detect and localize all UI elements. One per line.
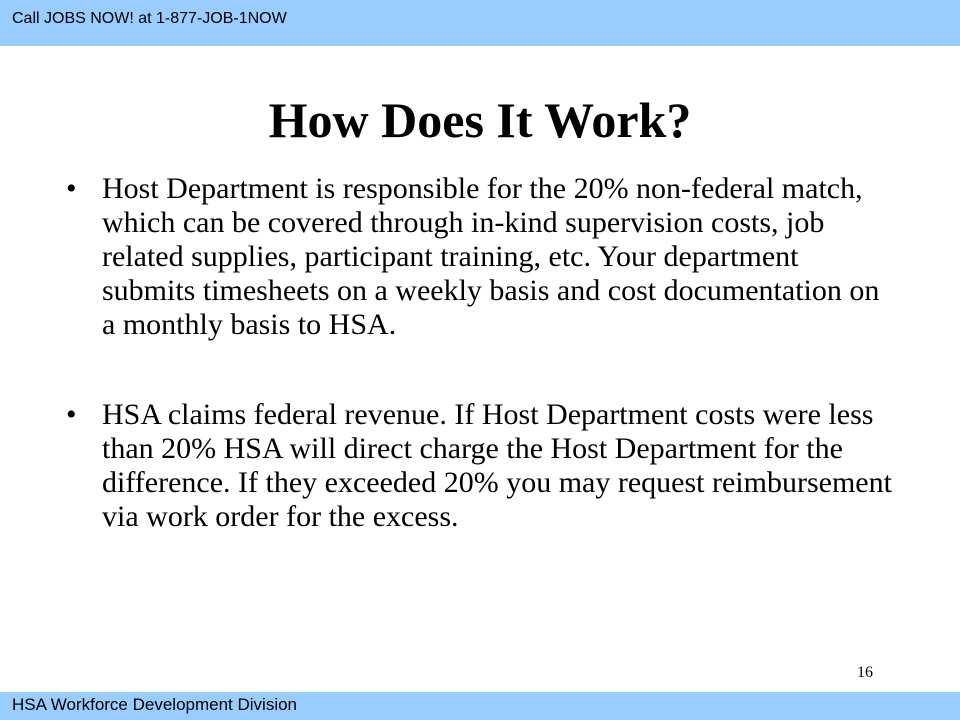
- bullet-icon: •: [66, 398, 77, 431]
- bullet-icon: •: [66, 172, 77, 205]
- bullet-list: [66, 172, 896, 534]
- header-text: Call JOBS NOW! at 1-877-JOB-1NOW: [12, 10, 287, 27]
- bullet-item: [66, 172, 896, 342]
- slide-title: How Does It Work?: [268, 92, 692, 148]
- bullet-text: Host Department is responsible for the 20% non-federal match, which can be covered through in-kind supervision costs, job related supplies, participant training, etc. Your department submits timesheets on a weekly basis and cost documentation on a monthly basis to HSA.: [102, 172, 880, 341]
- bullet-item: [66, 398, 896, 534]
- page-number: 16: [857, 664, 873, 681]
- bullet-text: HSA claims federal revenue. If Host Department costs were less than 20% HSA will direct charge the Host Department for the difference. If they exceeded 20% you may request reimbursement via work order for the excess.: [102, 398, 892, 533]
- footer-bar: [0, 692, 960, 720]
- footer-text: HSA Workforce Development Division: [12, 695, 298, 714]
- header-bar: [0, 0, 960, 46]
